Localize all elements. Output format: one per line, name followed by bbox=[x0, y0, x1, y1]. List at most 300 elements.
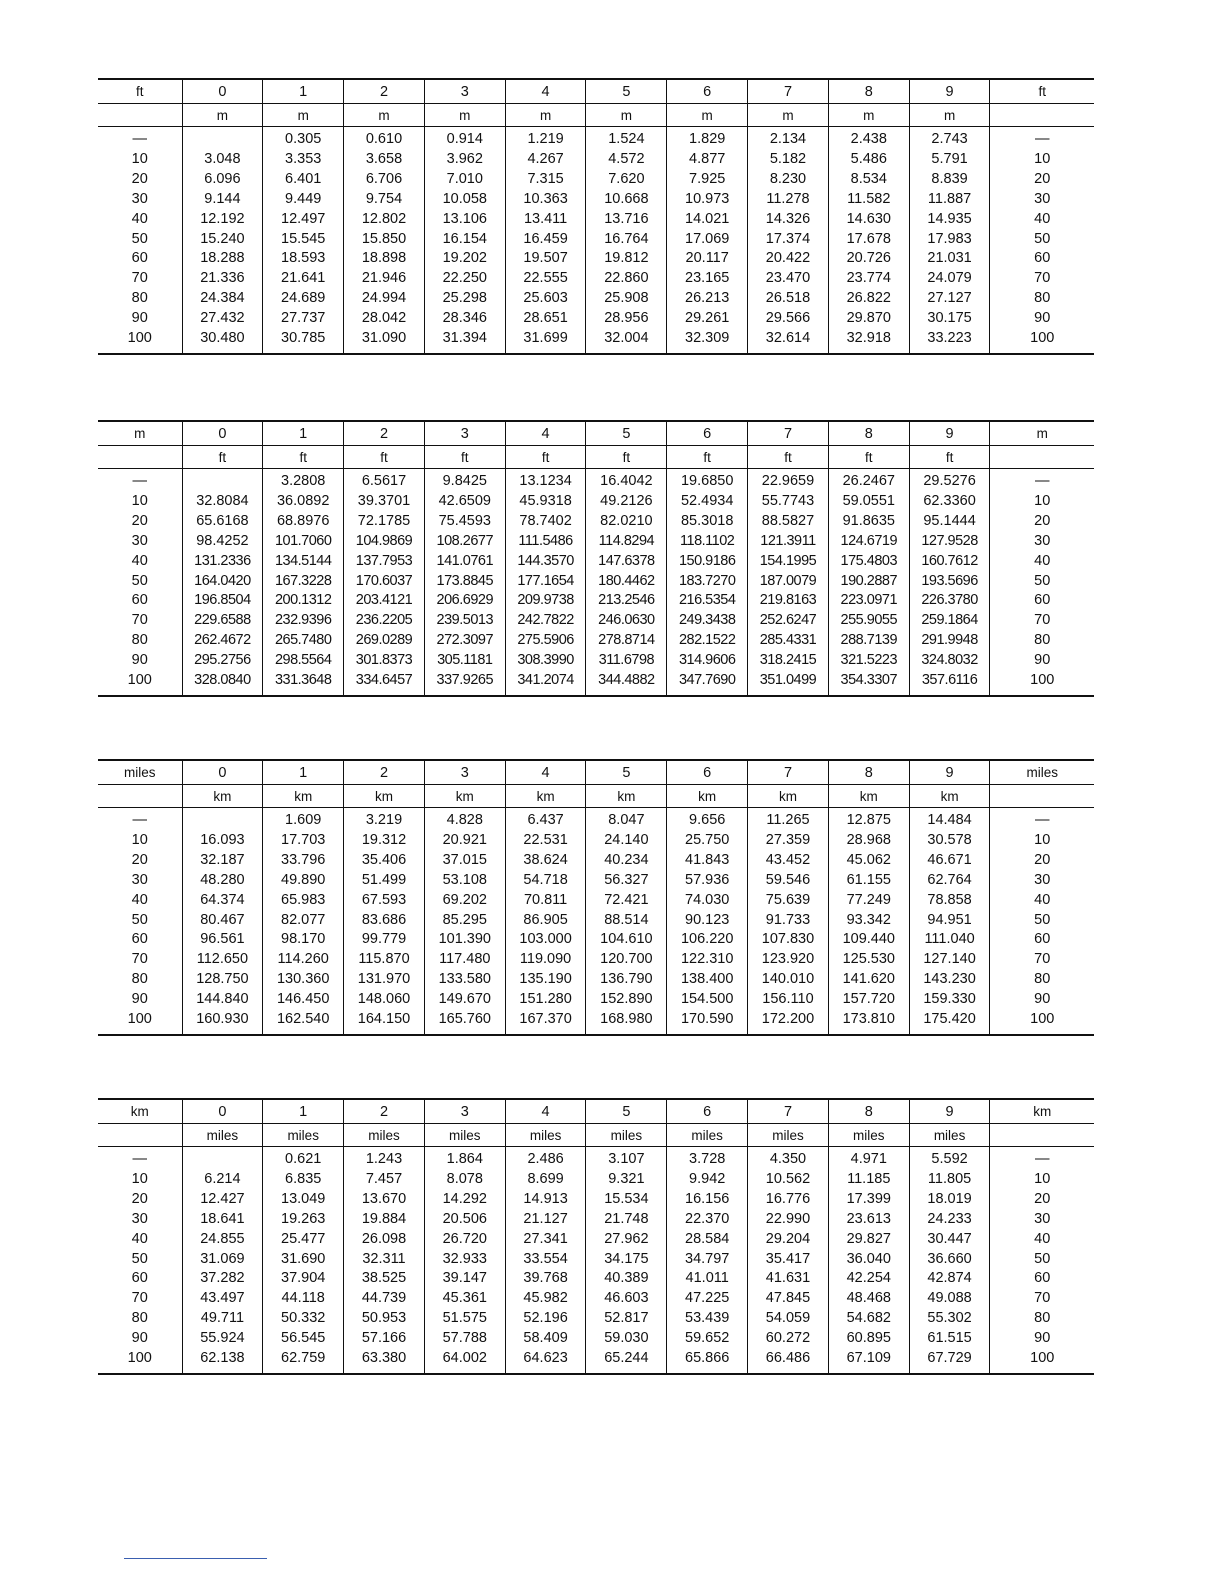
table-cell: 104.610 bbox=[586, 930, 667, 950]
table-row bbox=[98, 170, 1094, 190]
table-cell: 24.384 bbox=[182, 289, 263, 309]
table-cell: 127.9528 bbox=[909, 532, 990, 552]
table-cell: 13.670 bbox=[344, 1190, 425, 1210]
table-cell: 311.6798 bbox=[586, 651, 667, 671]
table-cell: 77.249 bbox=[828, 891, 909, 911]
table-cell: 85.295 bbox=[424, 911, 505, 931]
table-cell: 57.788 bbox=[424, 1329, 505, 1349]
row-label-right: 60 bbox=[990, 1269, 1094, 1289]
table-cell: 45.361 bbox=[424, 1289, 505, 1309]
table-cell: 136.790 bbox=[586, 970, 667, 990]
row-label-right: 20 bbox=[990, 512, 1094, 532]
unit-to-label: m bbox=[505, 104, 586, 127]
table-cell: 28.956 bbox=[586, 309, 667, 329]
table-cell: 127.140 bbox=[909, 950, 990, 970]
header-row bbox=[98, 760, 1094, 785]
row-label: 30 bbox=[131, 190, 148, 207]
unit-to-label: miles bbox=[344, 1124, 425, 1147]
table-cell: 19.202 bbox=[424, 249, 505, 269]
table-cell: 65.866 bbox=[667, 1349, 748, 1374]
row-label-right: 60 bbox=[990, 591, 1094, 611]
row-label: 60 bbox=[131, 250, 148, 267]
row-label-right: — bbox=[990, 808, 1094, 831]
table-cell: 282.1522 bbox=[667, 631, 748, 651]
table-cell: 16.156 bbox=[667, 1190, 748, 1210]
table-cell: 148.060 bbox=[344, 990, 425, 1010]
row-label: 10 bbox=[131, 1170, 148, 1187]
table-cell: 7.620 bbox=[586, 170, 667, 190]
table-cell: 6.096 bbox=[182, 170, 263, 190]
row-label-right: 80 bbox=[990, 289, 1094, 309]
table-cell: 183.7270 bbox=[667, 572, 748, 592]
unit-to-label: km bbox=[748, 785, 829, 808]
table-cell: 28.651 bbox=[505, 309, 586, 329]
table-cell: 8.699 bbox=[505, 1170, 586, 1190]
table-cell: 24.689 bbox=[263, 289, 344, 309]
table-cell: 6.706 bbox=[344, 170, 425, 190]
table-cell: 180.4462 bbox=[586, 572, 667, 592]
table-cell: 29.204 bbox=[748, 1230, 829, 1250]
table-cell: 3.048 bbox=[182, 150, 263, 170]
table-cell: 134.5144 bbox=[263, 552, 344, 572]
table-cell: 154.1995 bbox=[748, 552, 829, 572]
column-header: 6 bbox=[667, 79, 748, 104]
column-header: 4 bbox=[505, 79, 586, 104]
table-cell: 64.002 bbox=[424, 1349, 505, 1374]
table-cell: 29.827 bbox=[828, 1230, 909, 1250]
header-row bbox=[98, 421, 1094, 446]
table-cell: 206.6929 bbox=[424, 591, 505, 611]
table-cell: 252.6247 bbox=[748, 611, 829, 631]
table-cell: 45.982 bbox=[505, 1289, 586, 1309]
row-label: 70 bbox=[131, 1290, 148, 1307]
row-label-right: — bbox=[990, 1147, 1094, 1170]
table-cell: 37.904 bbox=[263, 1269, 344, 1289]
table-cell: 65.6168 bbox=[182, 512, 263, 532]
table-row bbox=[98, 831, 1094, 851]
table-cell: 86.905 bbox=[505, 911, 586, 931]
table-cell: 22.531 bbox=[505, 831, 586, 851]
table-cell: 337.9265 bbox=[424, 671, 505, 696]
table-row bbox=[98, 1269, 1094, 1289]
column-header: 2 bbox=[344, 79, 425, 104]
table-cell: 137.7953 bbox=[344, 552, 425, 572]
table-cell: 17.399 bbox=[828, 1190, 909, 1210]
row-label-right: 10 bbox=[990, 492, 1094, 512]
column-header: 9 bbox=[909, 79, 990, 104]
header-row bbox=[98, 79, 1094, 104]
table-cell: 152.890 bbox=[586, 990, 667, 1010]
table-cell: 22.990 bbox=[748, 1210, 829, 1230]
table-row bbox=[98, 127, 1094, 150]
row-label-right: — bbox=[990, 469, 1094, 492]
table-row bbox=[98, 512, 1094, 532]
table-cell: 32.311 bbox=[344, 1250, 425, 1270]
unit-from-label-right: m bbox=[990, 421, 1094, 446]
column-header: 5 bbox=[586, 79, 667, 104]
table-cell: 13.411 bbox=[505, 210, 586, 230]
unit-to-label: m bbox=[182, 104, 263, 127]
table-cell: 18.641 bbox=[182, 1210, 263, 1230]
table-cell: 1.829 bbox=[667, 127, 748, 150]
table-cell: 1.524 bbox=[586, 127, 667, 150]
table-cell: 29.261 bbox=[667, 309, 748, 329]
table-cell: 17.374 bbox=[748, 230, 829, 250]
table-cell: 20.726 bbox=[828, 249, 909, 269]
table-cell: 9.449 bbox=[263, 190, 344, 210]
table-cell: 12.497 bbox=[263, 210, 344, 230]
table-cell: 298.5564 bbox=[263, 651, 344, 671]
table-cell: 324.8032 bbox=[909, 651, 990, 671]
row-label: 40 bbox=[131, 891, 148, 908]
table-cell: 62.764 bbox=[909, 871, 990, 891]
table-cell: 53.439 bbox=[667, 1309, 748, 1329]
row-label-right: 30 bbox=[990, 1210, 1094, 1230]
table-cell: 88.5827 bbox=[748, 512, 829, 532]
table-cell: 101.390 bbox=[424, 930, 505, 950]
row-label-right: 40 bbox=[990, 210, 1094, 230]
row-label: 30 bbox=[131, 1210, 148, 1227]
unit-to-label: miles bbox=[828, 1124, 909, 1147]
table-cell: 41.011 bbox=[667, 1269, 748, 1289]
table-cell: 15.240 bbox=[182, 230, 263, 250]
table-cell: 25.603 bbox=[505, 289, 586, 309]
table-cell: 138.400 bbox=[667, 970, 748, 990]
table-cell: 50.332 bbox=[263, 1309, 344, 1329]
row-label-right: 90 bbox=[990, 309, 1094, 329]
row-label-right: 20 bbox=[990, 1190, 1094, 1210]
unit-to-label: ft bbox=[909, 446, 990, 469]
row-label: 60 bbox=[131, 592, 148, 609]
table-cell: 37.282 bbox=[182, 1269, 263, 1289]
column-header: 3 bbox=[424, 421, 505, 446]
table-cell: 20.506 bbox=[424, 1210, 505, 1230]
table-cell: 18.898 bbox=[344, 249, 425, 269]
table-cell: 32.187 bbox=[182, 851, 263, 871]
table-cell: 6.5617 bbox=[344, 469, 425, 492]
table-cell: 9.8425 bbox=[424, 469, 505, 492]
table-cell: 106.220 bbox=[667, 930, 748, 950]
miles-to-kilometers-table bbox=[98, 759, 1094, 1036]
table-row bbox=[98, 851, 1094, 871]
table-cell: 130.360 bbox=[263, 970, 344, 990]
table-cell: 10.363 bbox=[505, 190, 586, 210]
table-cell: 85.3018 bbox=[667, 512, 748, 532]
table-cell: 3.658 bbox=[344, 150, 425, 170]
table-cell: 131.2336 bbox=[182, 552, 263, 572]
table-cell: 14.935 bbox=[909, 210, 990, 230]
table-cell: 56.545 bbox=[263, 1329, 344, 1349]
table-cell: 49.711 bbox=[182, 1309, 263, 1329]
table-cell: 14.021 bbox=[667, 210, 748, 230]
row-label-right: 80 bbox=[990, 631, 1094, 651]
table-cell: 55.302 bbox=[909, 1309, 990, 1329]
table-cell: 26.098 bbox=[344, 1230, 425, 1250]
table-cell: 170.6037 bbox=[344, 572, 425, 592]
table-cell: 30.480 bbox=[182, 329, 263, 354]
table-row bbox=[98, 930, 1094, 950]
table-cell: 124.6719 bbox=[828, 532, 909, 552]
column-header: 7 bbox=[748, 79, 829, 104]
table-cell: 12.192 bbox=[182, 210, 263, 230]
table-cell: 30.785 bbox=[263, 329, 344, 354]
table-cell bbox=[182, 127, 263, 150]
table-cell: 275.5906 bbox=[505, 631, 586, 651]
table-cell: 52.817 bbox=[586, 1309, 667, 1329]
table-cell: 25.908 bbox=[586, 289, 667, 309]
table-cell: 11.185 bbox=[828, 1170, 909, 1190]
table-cell: 67.109 bbox=[828, 1349, 909, 1374]
table-cell: 9.321 bbox=[586, 1170, 667, 1190]
table-cell: 82.0210 bbox=[586, 512, 667, 532]
row-label-right: 70 bbox=[990, 1289, 1094, 1309]
table-cell: 24.079 bbox=[909, 269, 990, 289]
kilometers-to-miles-table bbox=[98, 1098, 1094, 1375]
table-cell: 16.154 bbox=[424, 230, 505, 250]
table-cell: 93.342 bbox=[828, 911, 909, 931]
table-cell: 57.166 bbox=[344, 1329, 425, 1349]
table-cell: 36.0892 bbox=[263, 492, 344, 512]
table-cell: 193.5696 bbox=[909, 572, 990, 592]
unit-to-label: m bbox=[667, 104, 748, 127]
row-label-right: 90 bbox=[990, 651, 1094, 671]
table-cell: 11.582 bbox=[828, 190, 909, 210]
table-cell: 2.134 bbox=[748, 127, 829, 150]
table-cell: 31.090 bbox=[344, 329, 425, 354]
table-cell: 65.983 bbox=[263, 891, 344, 911]
table-cell: 4.572 bbox=[586, 150, 667, 170]
table-row bbox=[98, 572, 1094, 592]
units-row bbox=[98, 785, 1094, 808]
table-cell: 114.8294 bbox=[586, 532, 667, 552]
column-header: 5 bbox=[586, 1099, 667, 1124]
table-row bbox=[98, 492, 1094, 512]
row-label: 20 bbox=[131, 851, 148, 868]
row-label-right: 80 bbox=[990, 1309, 1094, 1329]
table-cell: 255.9055 bbox=[828, 611, 909, 631]
table-cell: 226.3780 bbox=[909, 591, 990, 611]
table-cell: 44.739 bbox=[344, 1289, 425, 1309]
table-cell: 133.580 bbox=[424, 970, 505, 990]
units-blank-left bbox=[98, 446, 182, 469]
units-row bbox=[98, 1124, 1094, 1147]
row-label-right: 20 bbox=[990, 170, 1094, 190]
table-cell: 128.750 bbox=[182, 970, 263, 990]
unit-to-label: m bbox=[424, 104, 505, 127]
table-cell: 59.0551 bbox=[828, 492, 909, 512]
table-cell: 0.610 bbox=[344, 127, 425, 150]
table-cell: 11.805 bbox=[909, 1170, 990, 1190]
table-cell: 96.561 bbox=[182, 930, 263, 950]
table-cell: 111.5486 bbox=[505, 532, 586, 552]
unit-to-label: miles bbox=[182, 1124, 263, 1147]
table-cell: 88.514 bbox=[586, 911, 667, 931]
table-cell: 6.835 bbox=[263, 1170, 344, 1190]
table-cell: 83.686 bbox=[344, 911, 425, 931]
table-cell: 28.968 bbox=[828, 831, 909, 851]
table-cell: 168.980 bbox=[586, 1010, 667, 1035]
table-cell: 285.4331 bbox=[748, 631, 829, 651]
table-cell: 40.389 bbox=[586, 1269, 667, 1289]
table-cell: 41.631 bbox=[748, 1269, 829, 1289]
table-cell: 7.925 bbox=[667, 170, 748, 190]
table-cell: 17.703 bbox=[263, 831, 344, 851]
row-label: 30 bbox=[131, 871, 148, 888]
table-cell: 21.336 bbox=[182, 269, 263, 289]
header-row bbox=[98, 1099, 1094, 1124]
table-row bbox=[98, 289, 1094, 309]
table-cell: 54.718 bbox=[505, 871, 586, 891]
table-cell: 74.030 bbox=[667, 891, 748, 911]
table-row bbox=[98, 911, 1094, 931]
table-cell: 43.452 bbox=[748, 851, 829, 871]
row-label: 10 bbox=[131, 150, 148, 167]
table-cell: 141.0761 bbox=[424, 552, 505, 572]
table-cell: 5.791 bbox=[909, 150, 990, 170]
table-row bbox=[98, 950, 1094, 970]
table-row bbox=[98, 329, 1094, 354]
row-label: 70 bbox=[131, 951, 148, 968]
table-cell: 278.8714 bbox=[586, 631, 667, 651]
table-cell: 157.720 bbox=[828, 990, 909, 1010]
table-cell: 32.004 bbox=[586, 329, 667, 354]
table-cell: 331.3648 bbox=[263, 671, 344, 696]
row-label-right: 100 bbox=[990, 329, 1094, 354]
table-cell: 14.292 bbox=[424, 1190, 505, 1210]
table-cell: 30.175 bbox=[909, 309, 990, 329]
table-cell: 3.353 bbox=[263, 150, 344, 170]
table-cell: 47.225 bbox=[667, 1289, 748, 1309]
table-row bbox=[98, 651, 1094, 671]
table-cell: 236.2205 bbox=[344, 611, 425, 631]
table-cell: 18.019 bbox=[909, 1190, 990, 1210]
table-cell: 44.118 bbox=[263, 1289, 344, 1309]
column-header: 5 bbox=[586, 760, 667, 785]
table-cell: 42.874 bbox=[909, 1269, 990, 1289]
row-label: — bbox=[132, 1151, 147, 1167]
table-cell: 27.359 bbox=[748, 831, 829, 851]
column-header: 4 bbox=[505, 1099, 586, 1124]
table-cell: 165.760 bbox=[424, 1010, 505, 1035]
table-cell: 29.566 bbox=[748, 309, 829, 329]
table-cell: 1.864 bbox=[424, 1147, 505, 1170]
row-label-right: 80 bbox=[990, 970, 1094, 990]
table-row bbox=[98, 150, 1094, 170]
table-cell: 40.234 bbox=[586, 851, 667, 871]
table-cell: 45.9318 bbox=[505, 492, 586, 512]
row-label-right: 100 bbox=[990, 671, 1094, 696]
table-cell: 31.394 bbox=[424, 329, 505, 354]
row-label: 90 bbox=[131, 1330, 148, 1347]
row-label: 100 bbox=[127, 1350, 152, 1367]
table-cell: 19.263 bbox=[263, 1210, 344, 1230]
table-row bbox=[98, 210, 1094, 230]
table-cell: 269.0289 bbox=[344, 631, 425, 651]
table-cell: 216.5354 bbox=[667, 591, 748, 611]
column-header: 6 bbox=[667, 421, 748, 446]
table-cell: 90.123 bbox=[667, 911, 748, 931]
table-cell: 32.8084 bbox=[182, 492, 263, 512]
table-cell: 50.953 bbox=[344, 1309, 425, 1329]
table-cell: 120.700 bbox=[586, 950, 667, 970]
row-label: 50 bbox=[131, 230, 148, 247]
table-cell: 21.031 bbox=[909, 249, 990, 269]
table-cell: 9.754 bbox=[344, 190, 425, 210]
units-blank-left bbox=[98, 104, 182, 127]
table-cell: 32.933 bbox=[424, 1250, 505, 1270]
row-label-right: 90 bbox=[990, 990, 1094, 1010]
table-cell: 64.374 bbox=[182, 891, 263, 911]
table-cell: 78.7402 bbox=[505, 512, 586, 532]
table-cell: 146.450 bbox=[263, 990, 344, 1010]
table-row bbox=[98, 1210, 1094, 1230]
table-cell: 29.5276 bbox=[909, 469, 990, 492]
table-cell: 172.200 bbox=[748, 1010, 829, 1035]
row-label-right: 30 bbox=[990, 871, 1094, 891]
unit-to-label: ft bbox=[667, 446, 748, 469]
table-cell bbox=[182, 808, 263, 831]
table-cell: 41.843 bbox=[667, 851, 748, 871]
table-cell: 26.720 bbox=[424, 1230, 505, 1250]
table-cell: 60.272 bbox=[748, 1329, 829, 1349]
row-label-right: 100 bbox=[990, 1349, 1094, 1374]
row-label: 50 bbox=[131, 911, 148, 928]
unit-to-label: m bbox=[748, 104, 829, 127]
table-cell: 42.6509 bbox=[424, 492, 505, 512]
table-cell: 11.265 bbox=[748, 808, 829, 831]
table-cell: 175.420 bbox=[909, 1010, 990, 1035]
column-header: 5 bbox=[586, 421, 667, 446]
row-label-right: 50 bbox=[990, 911, 1094, 931]
table-cell: 31.690 bbox=[263, 1250, 344, 1270]
table-row bbox=[98, 1349, 1094, 1374]
table-cell: 23.613 bbox=[828, 1210, 909, 1230]
row-label: 90 bbox=[131, 310, 148, 327]
table-cell: 265.7480 bbox=[263, 631, 344, 651]
table-cell: 56.327 bbox=[586, 871, 667, 891]
table-cell: 23.470 bbox=[748, 269, 829, 289]
table-cell: 32.309 bbox=[667, 329, 748, 354]
table-cell: 25.477 bbox=[263, 1230, 344, 1250]
table-cell: 20.921 bbox=[424, 831, 505, 851]
table-cell: 341.2074 bbox=[505, 671, 586, 696]
table-cell: 135.190 bbox=[505, 970, 586, 990]
table-cell: 5.182 bbox=[748, 150, 829, 170]
table-row bbox=[98, 1250, 1094, 1270]
table-cell: 91.733 bbox=[748, 911, 829, 931]
table-cell: 61.515 bbox=[909, 1329, 990, 1349]
unit-to-label: km bbox=[424, 785, 505, 808]
table-cell: 60.895 bbox=[828, 1329, 909, 1349]
table-cell: 272.3097 bbox=[424, 631, 505, 651]
row-label-right: 90 bbox=[990, 1329, 1094, 1349]
table-cell: 111.040 bbox=[909, 930, 990, 950]
unit-to-label: km bbox=[828, 785, 909, 808]
table-cell: 119.090 bbox=[505, 950, 586, 970]
table-cell: 242.7822 bbox=[505, 611, 586, 631]
table-cell: 37.015 bbox=[424, 851, 505, 871]
row-label: 10 bbox=[131, 831, 148, 848]
row-label: 40 bbox=[131, 552, 148, 569]
table-cell: 24.994 bbox=[344, 289, 425, 309]
table-cell: 131.970 bbox=[344, 970, 425, 990]
table-cell: 14.484 bbox=[909, 808, 990, 831]
table-cell: 98.170 bbox=[263, 930, 344, 950]
table-cell: 17.069 bbox=[667, 230, 748, 250]
row-label: — bbox=[132, 473, 147, 489]
table-cell: 91.8635 bbox=[828, 512, 909, 532]
table-cell: 10.973 bbox=[667, 190, 748, 210]
